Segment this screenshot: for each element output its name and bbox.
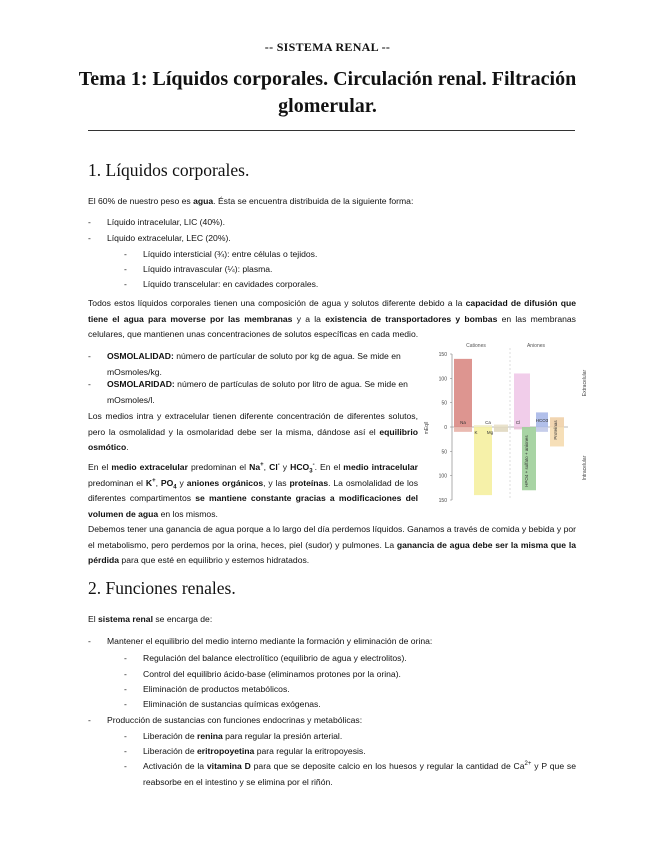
bar-extracellular-1 [474,425,492,427]
document-header: -- SISTEMA RENAL -- [264,40,391,54]
section-2-heading: 2. Funciones renales. [88,578,236,598]
document-page: -- SISTEMA RENAL -- Tema 1: Líquidos corporales. Circulación renal. Filtración glomerular. 1. Líquidos corporales. El 60% de nuestro peso es agua. Ésta se encuentra distribuida de la siguiente forma: - Líquido intracelular, LIC (40%). - Líquido extracelular, LEC (20%). - Líquido intersticial (¾): entre células o tejidos. - Líquido intravascular (¼): plasma. - Líquido transcelular: en cavidades corporales. Todos estos líquidos corporales tienen una composición de agua y solutos diferente debido a la capacidad de difusión que tiene el agua para moverse por las membranas y a la existencia de transportadores y bombas en las membranas celulares, que mantienen unas concentraciones de solutos específicas en cada medio. - OSMOLALIDAD: número de partícular de soluto por kg de agua. Se mide en mOsmoles/kg. - OSMOLARIDAD: número de partículas de soluto por litro de agua. Se mide en mOsmoles/l. Los medios intra y extracelular tienen diferente concentración de diferentes solutos, pero la osmolalidad y la osmolaridad debe ser la misma, dándose así el equilibrio osmótico. En el medio extracelular predominan el Na+, Cl- y $HCO_3^-$. En el medio intracelular predominan el K+, $PO_4$ y aniones orgánicos, y las proteínas. La osmolalidad de los diferentes compartimentos se mantiene constante gracias a modificaciones del volumen de agua en los mismos. 150 100 50 0 50 100 150 mEq/l Cationes Aniones Extracelular Intracelular Na Ca K Mg Cl HCO3 Proteínas HPO4 + sulfato + aniones Debemos tener una ganancia de agua porque a lo largo del día perdemos líquidos. Ganamos a través de comida y bebida y por el metabolismo, pero perdemos por la orina, heces, piel (sudor) y pulmones. La ganancia de agua debe ser la misma que la pérdida para que esté en equilibrio y estemos hidratados. 2. Funciones renales. El sistema renal se encarga de: - Mantener el equilibrio del medio interno mediante la formación y eliminación de orina: - Regulación del balance electrolítico (equilibrio de agua y electrolitos). - Control del equilibrio ácido-base (eliminamos protones por la orina). - Eliminación de productos metabólicos. - Eliminación de sustancias químicas exógenas. - Producción de sustancias con funciones endocrinas y metabólicas: - Liberación de renina para regular la presión arterial. - Liberación de eritropoyetina para regular la eritropoyesis. - Activación de la vitamina D para que se deposite calcio en los huesos y regular la cantidad de $Ca^{2+}$ y P que se reabsorbe en el intestino y se elimina por el riñón. [0,0,655,848]
side-label-intracelular: Intracelular [582,455,588,481]
y-tick-label: 100 [438,473,447,480]
paragraph-ion-distribution: En el medio extracelular predominan el Na+, Cl- y $HCO_3^-$. En el medio intracelular predominan el K+, $PO_4$ y aniones orgánicos, y las proteínas. La osmolalidad de los diferentes compartimentos se mantiene constante gracias a modificaciones del volumen de agua en los mismos. [88,462,419,519]
page-title: Tema 1: Líquidos corporales. Circulación renal. Filtración glomerular. [78,68,577,117]
bar-extracellular-0 [454,359,472,427]
bar-label-hco3: HCO3 [535,418,549,423]
side-label-extracelular: Extracelular [582,369,588,397]
bar-label-proteinas: Proteínas [553,420,558,440]
y-axis-label: mEq/l [424,421,430,435]
title-divider [88,130,575,131]
bar-intracellular-0 [454,427,472,432]
paragraph-osmotic-balance: Los medios intra y extracelular tienen diferente concentración de diferentes solutos, pero la osmolalidad y la osmolaridad debe ser la misma, dándose así el equilibrio osmótico. [88,411,418,452]
bar-intracellular-1 [474,427,492,495]
bar-label-hpo4: HPO4 + sulfato + aniones [524,435,529,487]
y-tick-label: 50 [441,400,447,407]
bar-extracellular-2 [494,425,508,427]
paragraph-water-balance: Debemos tener una ganancia de agua porque a lo largo del día perdemos líquidos. Ganamos a través de comida y bebida y por el metabolismo, pero perdemos por la orina, heces, piel (sudor) y pulmones. La ganancia de agua debe ser la misma que la pérdida para que esté en equilibrio y estemos hidratados. [88,524,576,565]
paragraph-composition: Todos estos líquidos corporales tienen una composición de agua y solutos diferente debido a la capacidad de difusión que tiene el agua para moverse por las membranas y a la existencia de transportadores y bombas en las membranas celulares, que mantienen unas concentraciones de solutos específicas en cada medio. [88,298,577,339]
ion-composition-chart [418,338,594,506]
y-tick-label: 0 [444,425,447,431]
y-tick-label: 150 [438,498,447,504]
bar-intracellular-2 [494,427,508,432]
y-tick-label: 100 [438,376,447,383]
group-label-aniones: Aniones [526,343,546,349]
group-label-cationes: Cationes [466,343,486,349]
bar-extracellular-3 [514,373,530,427]
y-tick-label: 150 [438,352,447,358]
y-tick-label: 50 [441,449,447,456]
bar-label-cl: Cl [515,420,521,425]
paragraph-renal-system: El sistema renal se encarga de: [88,614,213,624]
section-1-heading: 1. Líquidos corporales. [88,160,250,180]
bar-label-na: Na [460,420,466,425]
bar-label-mg: Mg [486,430,494,435]
bar-intracellular-5 [536,427,548,432]
bar-label-k: K [474,430,478,435]
paragraph-water-percent: El 60% de nuestro peso es agua. Ésta se encuentra distribuida de la siguiente forma: [88,196,414,206]
bar-label-ca: Ca [485,420,491,425]
